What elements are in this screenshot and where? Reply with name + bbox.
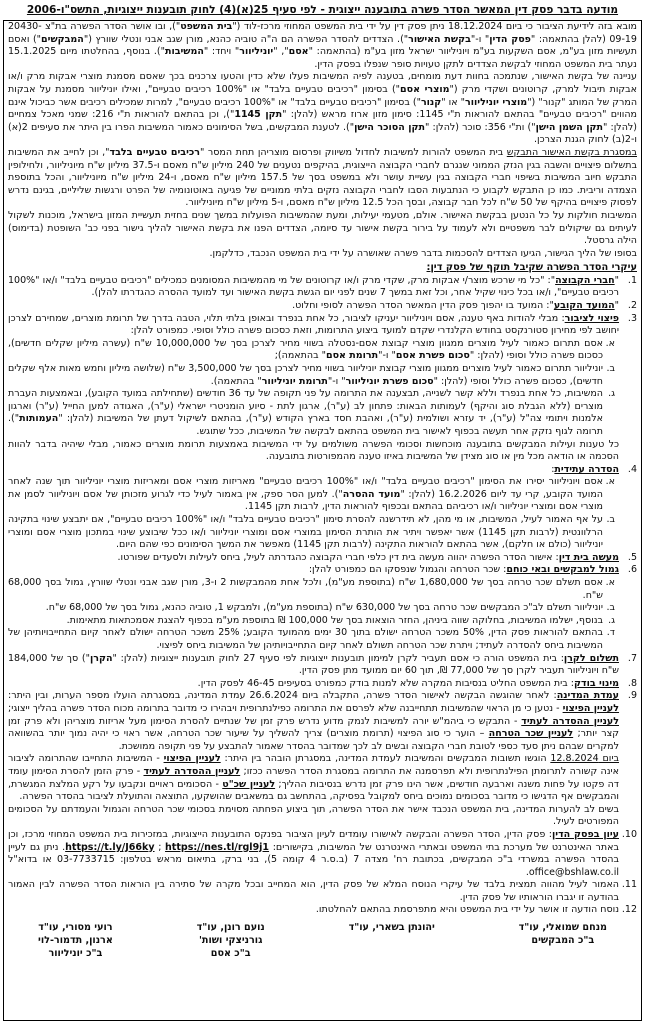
text-run: " ויחד: " (203, 46, 240, 58)
text-run: אסם תתרום כאמור לעיל מוצרים ממגוון מוצרי קבוצת אסם-נסטלה בשווי מחיר לצרכן בסך של 10,000,000 ש"ח (עשרה מיליון שקלים חדשים), כסכום פשרה כולל וסופי (להלן: " (8, 337, 604, 362)
text-run: העמותות (19, 413, 59, 425)
text-run: הקרן (90, 652, 113, 664)
text-run: "). הצדדים להסדר הפשרה הם ה"ה טוביה כהנא, מורן שגב אבני ונטלי שוורץ (" (83, 33, 409, 45)
signature-column (349, 921, 435, 960)
settlement-item (8, 690, 637, 829)
intro-paragraph (8, 248, 637, 261)
text-run: המועד הקובע (553, 299, 615, 311)
text-run: מועד ההסרה (342, 488, 401, 500)
item-text (8, 300, 619, 313)
text-run: ") סך של 184,000 ש"ח ויוניליוור תעביר לקרן סך של 77,000 ₪, תוך 60 יום ממועד מתן פסק הדין. (8, 652, 619, 677)
text-run: רכיבים טבעיים בלבד (109, 146, 200, 158)
settlement-item (8, 464, 637, 552)
text-run: " ו-" (378, 350, 396, 362)
text-run: לעניין שכר הטרחה (488, 728, 574, 740)
intro-paragraph (8, 210, 637, 248)
item-content (8, 275, 619, 300)
item-number: 5. (627, 551, 637, 563)
sub-item (8, 514, 619, 552)
text-run: המשיבות חולקות על כל הנטען בבקשת האישור. אולם, מטעמי יעילות, ומעת שהמשיבות הפועלות במשך שנים בחזית תעשיית המזון בישראל, מוכנות לשקול לעיתים גם שיקולים לבר משפטיים ולא לעמוד על בירור בקשת אישור עד סיומה, הצדדים הפנו את בקשת האישור להליך גישור בפני כב' השופטת (בדימוס) הילה גרסטל. (8, 209, 637, 247)
text-run: - התבקש כי ביהמ"ש יורה למשיבות לנמק מדוע נדרש פרק זמן של שנתיים להסרת הסימון מעל אריזות מוצריהן ולא פרק זמן קצר יותר; (8, 715, 619, 740)
item-content (8, 564, 619, 652)
settlement-item (8, 300, 637, 313)
text-run: ") ות"י 356: סוכר (להלן: " (424, 121, 536, 133)
item-content (8, 653, 619, 678)
text-run: יוניליוור תתרום כאמור לעיל מוצרים ממגוון מוצרי קבוצת יוניליוור בשווי מחיר לצרכן בסך של 3,500,000 ש"ח (שלושה מיליון וחמש מאות אלף שקלים חדשים), כסכום פשרה כולל וסופי (להלן: " (8, 362, 604, 387)
text-run: : מבלי להודות באף טענה, אסם ויוניליוור יעניקו לציבור, כל אחת בנפרד ובאופן בלתי תלוי, הטבה בדרך של תרומת מוצרים, שמחירם לצרכן יחושב לפי מחירון סטורנקסט בחודש הקלנדרי שקדם למועד ביצוע התרומות, וזאת כסכום פשרה כולל וסופי. כמפורט להלן: (8, 312, 619, 337)
text-run: לעניין שכ"ט (222, 778, 276, 790)
text-run: לעניין הפיצוי (562, 702, 620, 714)
text-run: אסם (288, 46, 309, 58)
text-run: אסם תשלם שכר טרחה בסך של 1,680,000 ש"ח (בתוספת מע"מ), ולכל אחת מהמבקשות 2 ו-3, מורן שגב אבני ונטלי שוורץ, גמול בסך 68,000 ש"ח. (8, 577, 603, 601)
item-extra-paragraph (8, 804, 619, 829)
item-content (8, 313, 619, 464)
text-run: מוצרי יוניליוור (465, 96, 528, 108)
sub-item-text (8, 615, 603, 628)
text-run: : אישור הסדר הפשרה יהווה מעשה בית דין כלפי חברי הקבוצה כהגדרתה לעיל, ביחס לעילות ולסעדים שפורטו. (117, 551, 559, 563)
intro-paragraph (8, 71, 637, 147)
text-run: : בית המשפט החליט בנסיבות המקרה שלא למנות בודק כמפורט בסעיפים 46-45 לפסק הדין. (197, 677, 575, 689)
text-run: " (614, 274, 620, 286)
settlement-item (8, 653, 637, 678)
text-run: " (614, 299, 619, 311)
text-run: "), וכן בהתאם להוראות ת"י 216: שמני מאכל צמחיים (להלן: " (8, 109, 638, 133)
signature-line: ב"כ המבקשים (531, 935, 595, 947)
sub-item (8, 615, 619, 628)
text-run: "). תרומה לגוף נזקק אחר תעשה בכפוף לאישור בית המשפט בהתאם לבקשה של המשיבות, ככל שתוגש. (8, 413, 603, 437)
text-run: עניינה של בקשת האישור, שנתמכה בחוות דעת מומחים, בטענה לפיה המשיבות פעלו שלא כדין והטעו צרכנים בכך שאסם מסמנת מוצרי אבקות מרק ו/או אבקות תיבול למרק, קרוטונים ושקדי מרק (" (8, 71, 638, 95)
sub-item-letter: ב. (606, 602, 615, 614)
text-run: בשים לב להערות המדינה, בית המשפט הנכבד אישר את הסדר הפשרה, תוך ביצוע הפחתה מסוימת בסכומי שכר הטרחה והגמול והעמדתם על הסכומים המפורטים לעיל. (8, 803, 619, 828)
item-number: 11. (621, 879, 637, 891)
settlement-item (8, 564, 637, 652)
item-content (8, 552, 619, 565)
text-run: נוסח הודעה זו אושר על ידי בית המשפט והיא מתפרסמת בהתאם להחלטתו. (315, 904, 619, 916)
sub-item-text (8, 338, 603, 363)
text-run: : בית המשפט הורה כי אסם תעביר לקרן למימון תובענות ייצוגיות לפי סעיף 27 לחוק תובענות ייצוגיות (להלן: " (112, 652, 564, 664)
text-run: יוניליוור תשלם לב"כ המבקשים שכר טרחה בסך של 630,000 ש"ח (בתוספת מע"מ), ולמבקש 1, טוביה כהנא, גמול בסך של 68,000 ש"ח. (45, 602, 603, 614)
text-run: האמור לעיל מהווה תמצית בלבד של עיקרי הנוסח המלא של פסק הדין, הוא המחייב ובכל מקרה של סתירה בין הוראות הסדר הפשרה לבין האמור בהודעה זו יגברו הוראותיו של פסק הדין. (8, 879, 619, 903)
settlement-item (8, 678, 637, 691)
text-run: לעניין הפיצוי (163, 753, 221, 765)
text-run: תרומת יוניליוור (261, 375, 328, 387)
text-run: ") בסימון "רכיבים טבעיים בלבד" או "100% רכיבים טבעיים", ואילו יוניליוור מסמנת על אבקות המרק של המותג "קנור" (" (8, 83, 638, 108)
item-text (8, 313, 619, 338)
text-run: : לאחר שהוגשה הבקשה לאישור הסדר פשרה, התקבלה ביום 26.6.2024 עמדת המדינה, במסגרתה הועלו מספר הערות, ובין היתר: (8, 690, 557, 702)
text-run: מינוי בודק (574, 677, 619, 689)
text-run: ", " (273, 46, 289, 58)
signature-line: ארנון, תדמור-לוי (38, 935, 113, 947)
signature-line: יהונתן בשארי, עו"ד (348, 922, 435, 934)
signature-column (38, 921, 113, 960)
item-content (8, 904, 619, 917)
text-run: ") בסימון "רכיבים טבעיים בלבד" או "100% רכיבים טבעיים", למרות שמכילים רכיבים אשר כביכול אינם מהווים "רכיבים טבעיים" בהתאם להוראות ת"י 1145: סימון מזון ארוז מראש (להלן: " (8, 96, 638, 121)
item-text (8, 464, 619, 477)
intro-section (8, 21, 637, 260)
text-run: מוצרי אסם (400, 83, 450, 95)
sub-item-letter: ב. (606, 514, 615, 526)
text-run: עיון בפסק הדין (552, 828, 619, 840)
item-text (8, 904, 619, 917)
signature-line: גורניצקי ושות' (199, 935, 263, 947)
signature-line: ב"כ יוניליוור (48, 948, 103, 960)
text-run: הוגשו תשובות המבקשים והמשיבות לעמדת המדינה, במסגרתן הובהר בין היתר: (220, 753, 551, 765)
settlement-item (8, 313, 637, 464)
item-text (8, 564, 619, 577)
text-run: : שכר הטרחה והגמול שנפסקו הם כמפורט להלן: (308, 564, 507, 576)
text-run: הסדרה עתידית (554, 463, 619, 475)
sub-item-text (8, 514, 603, 552)
item-content (8, 464, 619, 552)
item-content (8, 829, 619, 879)
sub-item-letter: א. (605, 337, 615, 349)
text-run: - הסכומים ראויים ונקבעו על רקע המלצת המגשרת, והמבקשים אף הדגישו כי מדובר בסכומים נמוכים ביחס למקובל בפסיקה, בהתחשב גם במשאבים שהושקעו, התוצאה והתועלת לציבור בהסדר הפשרה. (8, 778, 619, 803)
text-run: אסם ויוניליוור יסירו את הסימון "רכיבים טבעיים בלבד" ו/או "100% רכיבים טבעיים" מאריזות מוצרי אסם ומאריזות מוצרי יוניליוור תוך שנה לאחר המועד הקובע, קרי עד ליום 16.2.2026 (להלן: " (8, 476, 603, 500)
text-run: סכום פשרת אסם (395, 350, 470, 362)
item-number: 12. (621, 904, 637, 916)
sub-item-text (8, 388, 603, 438)
sub-item-text (8, 627, 603, 652)
item-number: 4. (627, 463, 637, 475)
text-run: – הוער כי סוג הפיצוי (תרומת מוצרים) צריך להשליך על שיעור שכר הטרחה, אשר ראוי כי יהיה נמוך יותר בהשוואה למקרים שבהם ניתן סעד כספי לטובת חברי הקבוצה ובשים לב לכך שמדובר בהסדר שאמור להתבצע על פני תקופה ממושכת. (8, 728, 619, 752)
sub-item-text (8, 476, 603, 514)
item-extra-paragraph (8, 439, 619, 464)
text-run: מובא בזה לידיעת הציבור כי ביום 18.12.2024 ניתן פסק דין על ידי בית המשפט המחוזי מרכז-לוד (" (232, 21, 637, 32)
sub-item-letter: ד. (606, 627, 615, 639)
text-run: ", וכן לחייב את המשיבות בתשלום פיצויים והשבה בגין הנזק הממוני שנגרם לחברי הקבוצה הייצוגית, בהיקפים נטענים של 240 מיליון ש"ח מאסם ו-37.5 מיליון ש"ח מיוניליוור, ולחילופין התבקש חיוב המשיבות בשיפוי חברי הקבוצה בגין עשיית עושר ולא במשפט בסך של 157.5 מיליון ש"ח מאסם, ו-24 מיליון ש"ח מיוניליוור, והכל בתוספת הצמדה וריבית. כמו כן התבקש לקבוע כי הנתבעות הסבו לחברי הקבוצה נזקים בלתי ממוניים של פגיעה באוטונומיה של הפרט ורגשות שליליים, בגינם נדרש לפסוק פיצויים בהיקף של 50 ש"ח לכל חבר קבוצה, ובסך הכל 12.5 מיליון ש"ח מאסם, ו-5 מיליון ש"ח מיוניליוור. (8, 146, 638, 209)
sub-item (8, 577, 619, 602)
text-run: - נטען כי מן הראוי שהמשיבות תתחייבנה שלא לפרסם את התרומה כפילנתרופית ויבהירו כי מדובר בתרומה מכוח הסדר פשרה בהליך ייצוגי; (8, 702, 563, 714)
text-run: ": המועד בו יהפוך פסק הדין המאשר הסדר הפשרה לסופי וחלוט. (292, 299, 554, 311)
intro-paragraph (8, 21, 637, 71)
text-run: יוניליוור (239, 46, 274, 58)
text-run: ") ואסם תעשיות מזון בע"מ, אסם השקעות בע"מ ויוניליוור ישראל מזון בע"מ (בהתאמה: " (8, 33, 637, 58)
text-run: בית המשפט (180, 21, 233, 32)
page-title: מודעה בדבר פסק דין המאשר הסדר פשרה בתובענה ייצוגית - לפי סעיף 25(א)(4) לחוק תובענות ייצוגיות, התשס"ו-2006 (26, 4, 619, 16)
text-run: תקן 1145 (234, 109, 283, 121)
text-run: " בהתאמה); (274, 350, 326, 362)
text-run: גמול למבקשים ובאי כוחם (506, 564, 619, 576)
signature-line: מנחם שמואלי, עו"ד (518, 922, 607, 934)
text-run: המבקשים (41, 33, 84, 45)
signature-line: ב"כ אסם (210, 948, 251, 960)
text-run: בהתאם להוראות פסק הדין, 50% משכר הטרחה ישולם בתוך 30 ימים מהמועד הקובע; 25% משכר הטרחה ישולם לאחר קיום התחייבויותיהן של המשיבות ביחס להסדרה לעתיד; ויתרת שכר הטרחה תשולם לאחר קיום התחייבויותיהן של המשיבות ביחס לפיצוי. (8, 627, 603, 651)
sub-item (8, 363, 619, 388)
item-number: 2. (627, 299, 637, 311)
text-run: כל טענות ועילות המבקשים בתובענה מוכחשות וסכומי הפשרה משולמים על ידי המשיבות באמצעות תרומת מוצרים כאמור, מבלי שיהיה בדבר להוות הסכמה או הודאה מכל מין או סוג מצידן של המשיבות באיזו טענה מהמפורטות בתובענה. (8, 438, 619, 463)
settlement-terms-heading: עיקרי הסדר הפשרה שקיבל תוקף של פסק דין: (426, 262, 637, 274)
item-number: 7. (627, 652, 637, 664)
sub-item-letter: ג. (608, 388, 615, 400)
item-text (8, 678, 619, 691)
text-run: פסק הדין (489, 33, 531, 45)
text-run: תקן הסוכר הישן (354, 121, 425, 133)
item-number: 1. (627, 274, 637, 286)
sub-item-letter: ב. (606, 362, 615, 374)
sub-item-letter: ג. (608, 614, 615, 626)
item-content (8, 678, 619, 691)
text-run: ; (154, 841, 166, 853)
sub-item (8, 602, 619, 615)
text-run: תקן השמן הישן (535, 121, 603, 133)
text-run: " ו-" (470, 33, 490, 45)
signature-column (197, 921, 265, 960)
text-run: מעשה בית דין (558, 551, 619, 563)
text-run: " ו-" (327, 375, 346, 387)
sub-item-text (8, 602, 603, 615)
text-run: "). למען הסר ספק, אין באמור לעיל כדי לגרוע מזכותן של אסם ויוניליוור לסמן את מוצרי אסם ומוצרי יוניליוור ו/או רכיביהם בהתאם ובכפוף להוראות הדין, לרבות תקן 1145. (8, 488, 603, 513)
sub-item (8, 388, 619, 438)
text-run: " או " (441, 96, 466, 108)
item-number: 3. (627, 312, 637, 324)
item-text (8, 879, 619, 904)
sub-item-text (8, 577, 603, 602)
sub-item (8, 627, 619, 652)
text-run: : פסק הדין, הסדר הפשרה והבקשה לאישורו עומדים לעיון הציבור בפנקס התובענות הייצוגיות, במזכירות בית המשפט המחוזי מרכז, וכן באתר האינטרנט של מערכת בתי המשפט ובאתרי האינטרנט של המשיבות, בקישורים: (8, 828, 619, 853)
text-run: לעניין ההסדרה לעתיד (143, 765, 241, 777)
sub-item (8, 338, 619, 363)
item-text (8, 690, 619, 753)
text-run: "). בנוסף, בהחלטתו מיום 15.1.2025 נעתר בית המשפט המחוזי לבקשת הצדדים לתקן טעויות סופר שנפלו בפסק הדין. (8, 46, 637, 70)
settlement-item (8, 275, 637, 300)
signature-column (519, 921, 607, 960)
sub-item-letter: א. (605, 476, 615, 488)
text-run: " בהתאמה). (210, 375, 262, 387)
settlement-item (8, 552, 637, 565)
text-run: - פרק הזמן להסרת הסימון עומד דה פקטו על פחות משנה וארבעה חודשים, אשר הינו פרק זמן נדרש בנסיבות ההליך; (8, 765, 619, 790)
item-text (8, 275, 619, 300)
text-run: "). לטענת המבקשים, בשל הסימונים כאמור המשיבות הפרו בין היתר את סעיפים 2(א) ו-2(ב) לחוק הגנת הצרכן. (8, 121, 637, 146)
text-run: בית המשפט להורות למשיבות לחדול משיווק ופרסום מוצריהן תחת המסר " (199, 146, 507, 158)
item-number: 9. (627, 690, 637, 702)
external-link[interactable]: https://nes.tl/rgl9j1 (165, 841, 270, 853)
signature-line: נועם רונן, עו"ד (196, 922, 265, 934)
settlement-item (8, 829, 637, 879)
text-run: . ניתן גם לעיין בהסדר הפשרה במשרדי ב"כ המבקשים, בכתובת רח' מצדה 7 (ב.ס.ר 4 קומה 5), בני ברק, בתיאום מראש בטלפון: 03-7733715 או בדוא"ל office@bshlaw.co.il. (8, 841, 620, 878)
settlement-items-list (8, 275, 637, 917)
text-run: בסופו של הליך הגישור, הגיעו הצדדים להסכמות בדבר פשרה שאושרה על ידי בית המשפט הנכבד, כדלקמן. (209, 247, 637, 259)
text-run: המשיבות, כל אחת בנפרד וללא קשר לשנייה, תבצענה את התרומה על פני תקופה של עד 36 חודשים (שתחילתה במועד הקובע), ובאמצעות העברת מוצרים (ללא הגבלת סוג והיקף) לעמותות הבאות: פתחון לב (ע"ר), ארגון לתת - סיוע הומניטרי ישראלי (ע"ר), האגודה למען החייל (ע"ר) וארגון אלמנות ויתומי צה"ל (ע"ר), יד עזרא ושולמית (ע"ר), ואהבת חסד בארץ הקודש (ע"ר), בהתאם לשיקול דעתן של המשיבות (להלן: " (8, 388, 603, 425)
item-extra-paragraph (8, 753, 619, 803)
signature-line: רועי מסורי, עו"ד (38, 922, 113, 934)
text-run: המשיבות (164, 46, 204, 58)
item-number: 8. (627, 677, 637, 689)
item-number: 6. (627, 564, 637, 576)
sub-item-letter: א. (605, 577, 615, 589)
item-text (8, 552, 619, 565)
external-link[interactable]: https://t.ly/J66ky (65, 841, 155, 853)
text-run: על אף האמור לעיל, המשיבות, או מי מהן, לא תידרשנה להסרת סימון "רכיבים טבעיים בלבד" ו/או "100% רכיבים טבעיים", אם יתבצע שינוי בתקינה הרלוונטית (לרבות תקן 1145) אשר יאפשר ויתיר את הותרת הסימון במוצרי אסם ומוצרי יוניליוור ו/או ככל שיבוצע שינוי במתכון מוצרי אסם ומוצרי יוניליוור (כולם או חלקם), אשר בהתאם להוראות התקינה (לרבות תקן 1145) מאפשר את המשך הסימונים כפי שהם היום. (8, 514, 604, 551)
sub-item (8, 476, 619, 514)
text-run: "), ובו אושר הסדר הפשרה בת"צ 20430-09-19 (להלן בהתאמה: " (8, 21, 637, 45)
signature-block (8, 917, 637, 960)
text-run: לעניין ההסדרה לעתיד (521, 715, 619, 727)
text-run: עמדת המדינה (556, 690, 619, 702)
text-run: : (551, 463, 555, 475)
text-run: ביום 12.8.2024 (550, 753, 619, 765)
text-run: ": "כל מי שרכש מוצר/י אבקות מרק, שקדי מרק ו/או קרוטונים של מי מהמשיבות המסומנים כמכילים "רכיבים טבעיים בלבד" ו/או "100% רכיבים טבעיים", ו/או בכל כינוי שקיל אחר, וכל זאת במשך 7 שנים לפני יום הגשת בקשת האישור ועד למועד ההסרה כהגדרתו להלן). (8, 274, 619, 299)
settlement-item (8, 904, 637, 917)
text-run: במסגרת בקשת האישור התבקש (506, 146, 637, 158)
item-content (8, 690, 619, 829)
item-text (8, 653, 619, 678)
text-run: תשלום לקרן (563, 652, 619, 664)
item-number: 10. (621, 828, 637, 840)
text-run: - המשיבות התחייבו שהתרומה לציבור אינה קשורה לתרומתן הפילנתרופית ולא תפרסמנה את התרומה במסגרת הסדר הפשרה ככזו; (8, 753, 620, 777)
text-run: תרומת אסם (325, 350, 379, 362)
text-run: קנור (420, 96, 442, 108)
settlement-item (8, 879, 637, 904)
text-run: חברי הקבוצה (555, 274, 615, 286)
item-content (8, 879, 619, 904)
text-run: בנוסף, ישלמו המשיבות, בחלוקה שווה ביניהן, החזר הוצאות בסך של 100,000 ₪ בתוספת מע"מ בכפוף להצגת אסמכתאות מתאימות. (66, 614, 603, 626)
item-text (8, 829, 619, 879)
intro-paragraph (8, 147, 637, 210)
item-content (8, 300, 619, 313)
text-run: בקשת האישור (408, 33, 471, 45)
text-run: סכום פשרת יוניליוור (345, 375, 434, 387)
text-run: פיצוי לציבור (564, 312, 620, 324)
sub-item-text (8, 363, 603, 388)
